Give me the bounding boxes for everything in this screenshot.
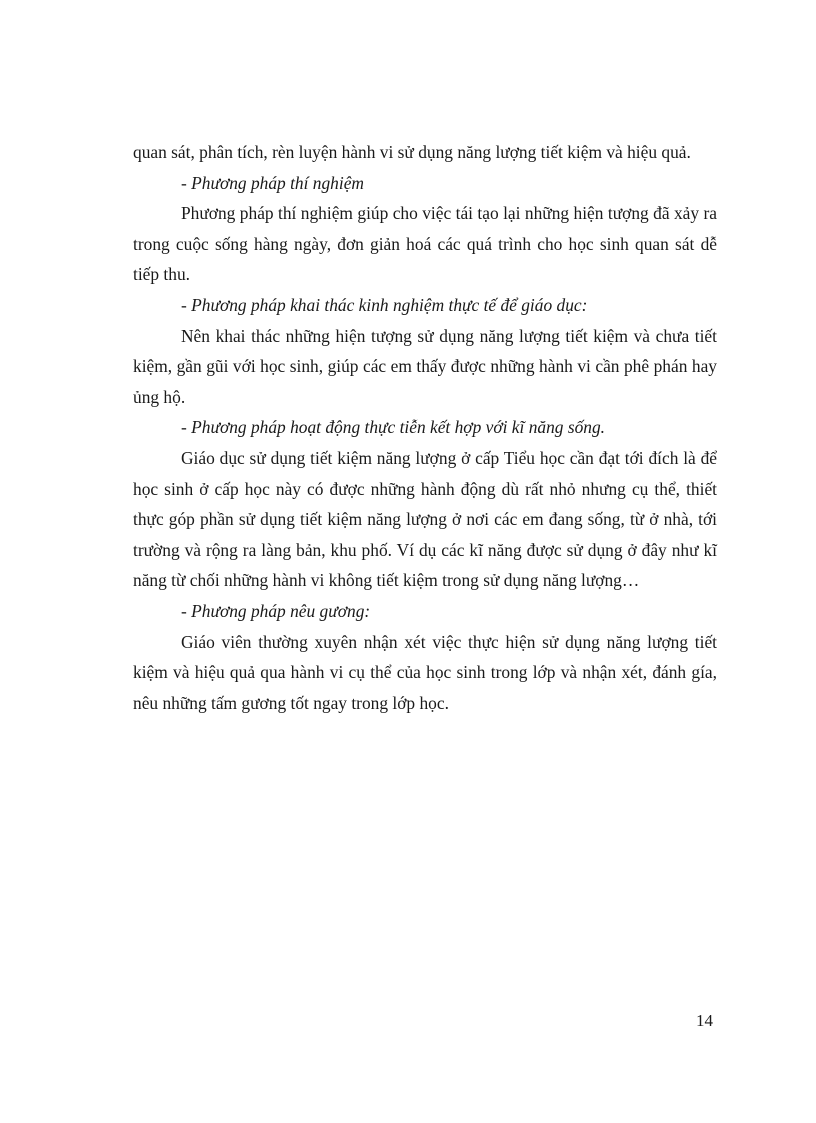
paragraph-role-model-method: Giáo viên thường xuyên nhận xét việc thực hiện sử dụng năng lượng tiết kiệm và hiệu quả qua hành vi cụ thể của học sinh trong lớp và nhận xét, đánh gía, nêu những tấm gương tốt ngay trong lớp học. [133, 631, 717, 713]
paragraph-practical-experience-method: Nên khai thác những hiện tượng sử dụng năng lượng tiết kiệm và chưa tiết kiệm, gần gũi với học sinh, giúp các em thấy được những hành vi cần phê phán hay ủng hộ. [133, 325, 717, 407]
heading-role-model-method: - Phương pháp nêu gương: [181, 600, 371, 621]
paragraph-experiment-method: Phương pháp thí nghiệm giúp cho việc tái tạo lại những hiện tượng đã xảy ra trong cuộc sống hàng ngày, đơn giản hoá các quá trình cho học sinh quan sát dễ tiếp thu. [133, 203, 717, 285]
heading-experiment-method: - Phương pháp thí nghiệm [181, 172, 364, 193]
paragraph-continuation: quan sát, phân tích, rèn luyện hành vi sử dụng năng lượng tiết kiệm và hiệu quả. [133, 142, 691, 162]
heading-practical-experience-method: - Phương pháp khai thác kinh nghiệm thực tế để giáo dục: [181, 294, 588, 315]
heading-life-skills-method: - Phương pháp hoạt động thực tiễn kết hợp với kĩ năng sống. [181, 417, 606, 438]
paragraph-life-skills-method: Giáo dục sử dụng tiết kiệm năng lượng ở cấp Tiểu học cần đạt tới đích là để học sinh ở cấp học này có được những hành động dù rất nhỏ nhưng cụ thể, thiết thực góp phần sử dụng tiết kiệm năng lượng ở nơi các em đang sống, từ ở nhà, tới trường và rộng ra làng bản, khu phố. Ví dụ các kĩ năng được sử dụng ở đây như kĩ năng từ chối những hành vi không tiết kiệm trong sử dụng năng lượng… [133, 447, 717, 591]
page-body [133, 137, 717, 718]
page-number: 14 [696, 1011, 713, 1030]
